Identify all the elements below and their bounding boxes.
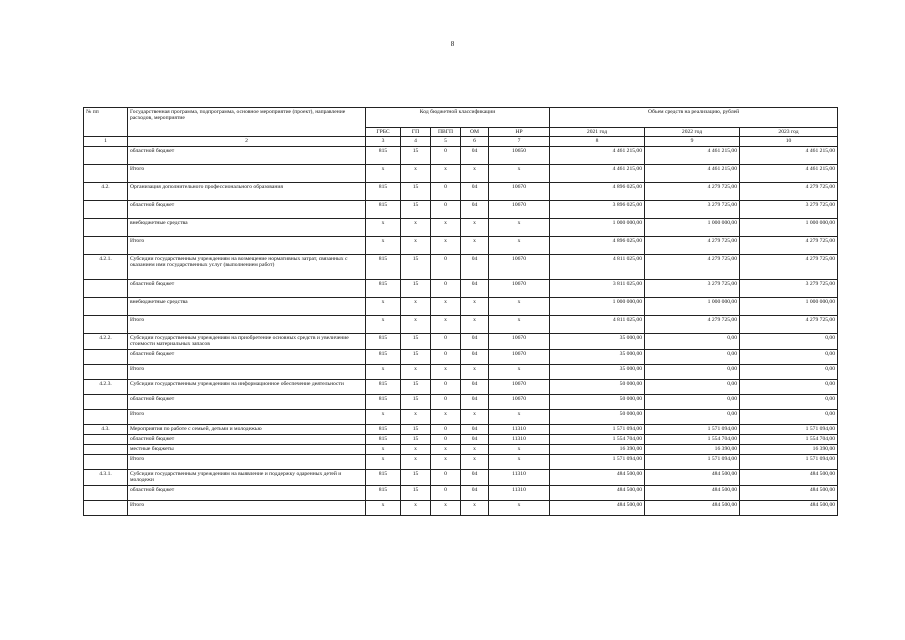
code-nr: х bbox=[489, 364, 550, 379]
code-om: 04 bbox=[461, 469, 489, 485]
amount-2021: 4 811 025,00 bbox=[550, 254, 645, 279]
amount-2022: 0,00 bbox=[645, 349, 740, 364]
amount-2022: 0,00 bbox=[645, 364, 740, 379]
code-om: х bbox=[461, 315, 489, 333]
row-number: 4.2.2. bbox=[84, 333, 128, 349]
amount-2021: 16 390,00 bbox=[550, 444, 645, 454]
amount-2022: 3 279 725,00 bbox=[645, 200, 740, 218]
amount-2021: 3 896 025,00 bbox=[550, 200, 645, 218]
code-nr: 11310 bbox=[489, 485, 550, 500]
row-name: Субсидии государственным учреждениям на выявление и поддержку одаренных детей и молодежи bbox=[128, 469, 366, 485]
code-grbs: 815 bbox=[366, 379, 401, 394]
amount-2021: 50 000,00 bbox=[550, 409, 645, 424]
amount-2023: 4 279 725,00 bbox=[740, 254, 838, 279]
code-pvgp: 0 bbox=[431, 279, 461, 297]
table-row bbox=[84, 364, 838, 379]
code-gp: 15 bbox=[401, 394, 431, 409]
table-row bbox=[84, 297, 838, 315]
code-pvgp: х bbox=[431, 218, 461, 236]
row-number: 4.2.1. bbox=[84, 254, 128, 279]
code-om: 04 bbox=[461, 200, 489, 218]
amount-2022: 1 000 000,00 bbox=[645, 218, 740, 236]
amount-2022: 0,00 bbox=[645, 333, 740, 349]
code-om: х bbox=[461, 164, 489, 182]
amount-2023: 3 279 725,00 bbox=[740, 279, 838, 297]
amount-2021: 4 896 025,00 bbox=[550, 182, 645, 200]
header-num: № пп bbox=[84, 108, 128, 137]
amount-2021: 4 896 025,00 bbox=[550, 236, 645, 254]
amount-2023: 1 571 094,00 bbox=[740, 454, 838, 469]
table-row bbox=[84, 349, 838, 364]
code-nr: 11310 bbox=[489, 469, 550, 485]
code-pvgp: 0 bbox=[431, 349, 461, 364]
row-name: областной бюджет bbox=[128, 349, 366, 364]
code-pvgp: х bbox=[431, 315, 461, 333]
code-pvgp: х bbox=[431, 297, 461, 315]
amount-2022: 4 279 725,00 bbox=[645, 315, 740, 333]
code-gp: х bbox=[401, 236, 431, 254]
code-gp: 15 bbox=[401, 200, 431, 218]
code-nr: 10670 bbox=[489, 200, 550, 218]
header-year-2023: 2023 год bbox=[740, 128, 838, 137]
header-index: 5 bbox=[431, 137, 461, 146]
code-gp: 15 bbox=[401, 424, 431, 434]
code-pvgp: х bbox=[431, 236, 461, 254]
code-pvgp: х bbox=[431, 164, 461, 182]
amount-2022: 1 571 094,00 bbox=[645, 424, 740, 434]
table-row bbox=[84, 146, 838, 164]
row-number bbox=[84, 200, 128, 218]
code-grbs: х bbox=[366, 164, 401, 182]
code-pvgp: 0 bbox=[431, 200, 461, 218]
code-pvgp: х bbox=[431, 444, 461, 454]
code-grbs: 815 bbox=[366, 349, 401, 364]
code-nr: 10670 bbox=[489, 394, 550, 409]
code-gp: 15 bbox=[401, 485, 431, 500]
code-gp: 15 bbox=[401, 379, 431, 394]
table-row bbox=[84, 434, 838, 444]
code-om: 04 bbox=[461, 485, 489, 500]
header-volume: Объем средств на реализацию, рублей bbox=[550, 108, 838, 128]
table-row bbox=[84, 164, 838, 182]
amount-2021: 484 500,00 bbox=[550, 469, 645, 485]
code-om: 04 bbox=[461, 254, 489, 279]
amount-2023: 4 461 215,00 bbox=[740, 164, 838, 182]
amount-2021: 4 461 215,00 bbox=[550, 146, 645, 164]
amount-2023: 0,00 bbox=[740, 349, 838, 364]
table-row bbox=[84, 469, 838, 485]
amount-2023: 0,00 bbox=[740, 379, 838, 394]
header-name: Государственная программа, подпрограмма, основное мероприятие (проект), направление расходов, мероприятие bbox=[128, 108, 366, 137]
amount-2021: 4 461 215,00 bbox=[550, 164, 645, 182]
amount-2021: 50 000,00 bbox=[550, 379, 645, 394]
table-row bbox=[84, 218, 838, 236]
row-number bbox=[84, 279, 128, 297]
table-row bbox=[84, 254, 838, 279]
code-grbs: х bbox=[366, 297, 401, 315]
code-om: х bbox=[461, 444, 489, 454]
code-nr: х bbox=[489, 444, 550, 454]
code-om: 04 bbox=[461, 434, 489, 444]
amount-2023: 1 571 094,00 bbox=[740, 424, 838, 434]
code-pvgp: 0 bbox=[431, 469, 461, 485]
code-om: х bbox=[461, 500, 489, 515]
amount-2023: 484 500,00 bbox=[740, 500, 838, 515]
code-gp: х bbox=[401, 297, 431, 315]
code-om: 04 bbox=[461, 146, 489, 164]
row-name: Итого bbox=[128, 236, 366, 254]
table-row bbox=[84, 500, 838, 515]
amount-2021: 1 571 094,00 bbox=[550, 424, 645, 434]
code-om: 04 bbox=[461, 349, 489, 364]
amount-2022: 4 461 215,00 bbox=[645, 146, 740, 164]
row-name: внебюджетные средства bbox=[128, 218, 366, 236]
code-pvgp: 0 bbox=[431, 434, 461, 444]
header-grbs: ГРБС bbox=[366, 128, 401, 137]
row-number bbox=[84, 315, 128, 333]
amount-2021: 35 000,00 bbox=[550, 333, 645, 349]
amount-2022: 4 279 725,00 bbox=[645, 182, 740, 200]
row-number bbox=[84, 409, 128, 424]
header-year-2022: 2022 год bbox=[645, 128, 740, 137]
code-gp: х bbox=[401, 364, 431, 379]
amount-2023: 1 000 000,00 bbox=[740, 218, 838, 236]
code-pvgp: х bbox=[431, 364, 461, 379]
amount-2022: 484 500,00 bbox=[645, 469, 740, 485]
amount-2022: 484 500,00 bbox=[645, 500, 740, 515]
row-number bbox=[84, 364, 128, 379]
row-name: Субсидии государственным учреждениям на возмещение нормативных затрат, связанных с оказанием ими государственных услуг (выполнением работ) bbox=[128, 254, 366, 279]
header-index: 7 bbox=[489, 137, 550, 146]
code-nr: х bbox=[489, 500, 550, 515]
code-gp: х bbox=[401, 444, 431, 454]
amount-2023: 1 000 000,00 bbox=[740, 297, 838, 315]
code-om: 04 bbox=[461, 424, 489, 434]
code-pvgp: х bbox=[431, 500, 461, 515]
amount-2021: 1 571 094,00 bbox=[550, 454, 645, 469]
table-row bbox=[84, 333, 838, 349]
row-number bbox=[84, 444, 128, 454]
code-nr: 10670 bbox=[489, 182, 550, 200]
code-grbs: х bbox=[366, 500, 401, 515]
amount-2021: 484 500,00 bbox=[550, 485, 645, 500]
code-pvgp: 0 bbox=[431, 379, 461, 394]
code-gp: 15 bbox=[401, 469, 431, 485]
code-nr: х bbox=[489, 236, 550, 254]
row-number bbox=[84, 164, 128, 182]
row-name: областной бюджет bbox=[128, 485, 366, 500]
code-pvgp: х bbox=[431, 409, 461, 424]
amount-2023: 0,00 bbox=[740, 409, 838, 424]
table-row bbox=[84, 454, 838, 469]
amount-2021: 50 000,00 bbox=[550, 394, 645, 409]
amount-2021: 4 811 025,00 bbox=[550, 315, 645, 333]
table-row bbox=[84, 182, 838, 200]
row-name: областной бюджет bbox=[128, 394, 366, 409]
row-name: Субсидии государственным учреждениям на информационное обеспечение деятельности bbox=[128, 379, 366, 394]
code-pvgp: 0 bbox=[431, 333, 461, 349]
amount-2022: 1 571 094,00 bbox=[645, 454, 740, 469]
amount-2022: 0,00 bbox=[645, 394, 740, 409]
row-number bbox=[84, 394, 128, 409]
code-om: х bbox=[461, 364, 489, 379]
row-name: областной бюджет bbox=[128, 146, 366, 164]
code-nr: х bbox=[489, 218, 550, 236]
code-grbs: х bbox=[366, 315, 401, 333]
amount-2023: 0,00 bbox=[740, 333, 838, 349]
code-om: 04 bbox=[461, 379, 489, 394]
row-number bbox=[84, 485, 128, 500]
amount-2023: 3 279 725,00 bbox=[740, 200, 838, 218]
table-row bbox=[84, 236, 838, 254]
header-index: 3 bbox=[366, 137, 401, 146]
row-name: областной бюджет bbox=[128, 279, 366, 297]
row-name: Итого bbox=[128, 409, 366, 424]
code-nr: 10650 bbox=[489, 146, 550, 164]
header-code: Код бюджетной классификации bbox=[366, 108, 550, 128]
header-om: ОМ bbox=[461, 128, 489, 137]
amount-2023: 16 390,00 bbox=[740, 444, 838, 454]
table-row bbox=[84, 485, 838, 500]
code-om: 04 bbox=[461, 279, 489, 297]
code-gp: 15 bbox=[401, 434, 431, 444]
row-number bbox=[84, 349, 128, 364]
code-grbs: 815 bbox=[366, 333, 401, 349]
header-index: 9 bbox=[645, 137, 740, 146]
table-row bbox=[84, 315, 838, 333]
header-index: 4 bbox=[401, 137, 431, 146]
header-index: 8 bbox=[550, 137, 645, 146]
row-name: Итого bbox=[128, 164, 366, 182]
code-pvgp: 0 bbox=[431, 254, 461, 279]
table-row bbox=[84, 200, 838, 218]
table-row bbox=[84, 379, 838, 394]
amount-2022: 1 554 704,00 bbox=[645, 434, 740, 444]
code-grbs: 815 bbox=[366, 182, 401, 200]
amount-2021: 35 000,00 bbox=[550, 349, 645, 364]
code-om: х bbox=[461, 218, 489, 236]
code-grbs: 815 bbox=[366, 394, 401, 409]
code-gp: х bbox=[401, 454, 431, 469]
code-gp: х bbox=[401, 164, 431, 182]
table-row bbox=[84, 424, 838, 434]
row-number bbox=[84, 236, 128, 254]
amount-2023: 0,00 bbox=[740, 364, 838, 379]
code-pvgp: 0 bbox=[431, 146, 461, 164]
row-name: Организация дополнительного профессионального образования bbox=[128, 182, 366, 200]
code-grbs: 815 bbox=[366, 254, 401, 279]
code-nr: х bbox=[489, 409, 550, 424]
row-name: Итого bbox=[128, 364, 366, 379]
code-pvgp: 0 bbox=[431, 424, 461, 434]
row-number: 4.2.3. bbox=[84, 379, 128, 394]
amount-2022: 0,00 bbox=[645, 409, 740, 424]
code-pvgp: 0 bbox=[431, 485, 461, 500]
header-index: 2 bbox=[128, 137, 366, 146]
row-name: Мероприятия по работе с семьей, детьми и молодежью bbox=[128, 424, 366, 434]
code-gp: 15 bbox=[401, 279, 431, 297]
code-nr: 10670 bbox=[489, 279, 550, 297]
row-name: местные бюджеты bbox=[128, 444, 366, 454]
header-nr: НР bbox=[489, 128, 550, 137]
row-name: Итого bbox=[128, 315, 366, 333]
code-grbs: 815 bbox=[366, 485, 401, 500]
code-nr: 10670 bbox=[489, 254, 550, 279]
code-grbs: 815 bbox=[366, 200, 401, 218]
code-gp: х bbox=[401, 315, 431, 333]
row-name: Итого bbox=[128, 454, 366, 469]
amount-2022: 484 500,00 bbox=[645, 485, 740, 500]
row-number bbox=[84, 218, 128, 236]
code-grbs: х bbox=[366, 454, 401, 469]
table-row bbox=[84, 279, 838, 297]
amount-2023: 484 500,00 bbox=[740, 469, 838, 485]
code-gp: 15 bbox=[401, 254, 431, 279]
code-gp: 15 bbox=[401, 349, 431, 364]
amount-2021: 484 500,00 bbox=[550, 500, 645, 515]
code-nr: 11310 bbox=[489, 424, 550, 434]
code-grbs: 815 bbox=[366, 434, 401, 444]
code-om: х bbox=[461, 297, 489, 315]
code-grbs: х bbox=[366, 364, 401, 379]
code-gp: 15 bbox=[401, 333, 431, 349]
row-name: Субсидии государственным учреждениям на приобретение основных средств и увеличение стоимости материальных запасов bbox=[128, 333, 366, 349]
amount-2021: 1 554 704,00 bbox=[550, 434, 645, 444]
header-index: 1 bbox=[84, 137, 128, 146]
amount-2023: 0,00 bbox=[740, 394, 838, 409]
amount-2022: 16 390,00 bbox=[645, 444, 740, 454]
row-number: 4.2. bbox=[84, 182, 128, 200]
amount-2022: 4 279 725,00 bbox=[645, 254, 740, 279]
row-number: 4.3.1. bbox=[84, 469, 128, 485]
row-number: 4.3. bbox=[84, 424, 128, 434]
code-nr: 10670 bbox=[489, 349, 550, 364]
header-year-2021: 2021 год bbox=[550, 128, 645, 137]
code-gp: х bbox=[401, 500, 431, 515]
code-om: х bbox=[461, 236, 489, 254]
row-number bbox=[84, 146, 128, 164]
amount-2021: 3 811 025,00 bbox=[550, 279, 645, 297]
code-nr: х bbox=[489, 297, 550, 315]
header-gp: ГП bbox=[401, 128, 431, 137]
code-om: х bbox=[461, 454, 489, 469]
amount-2022: 3 279 725,00 bbox=[645, 279, 740, 297]
code-pvgp: х bbox=[431, 454, 461, 469]
amount-2022: 1 000 000,00 bbox=[645, 297, 740, 315]
row-name: Итого bbox=[128, 500, 366, 515]
code-nr: 10670 bbox=[489, 333, 550, 349]
code-pvgp: 0 bbox=[431, 182, 461, 200]
row-name: внебюджетные средства bbox=[128, 297, 366, 315]
row-name: областной бюджет bbox=[128, 434, 366, 444]
row-name: областной бюджет bbox=[128, 200, 366, 218]
amount-2022: 4 279 725,00 bbox=[645, 236, 740, 254]
header-index: 6 bbox=[461, 137, 489, 146]
amount-2022: 4 461 215,00 bbox=[645, 164, 740, 182]
code-grbs: х bbox=[366, 218, 401, 236]
code-om: 04 bbox=[461, 182, 489, 200]
code-gp: 15 bbox=[401, 182, 431, 200]
code-grbs: 815 bbox=[366, 279, 401, 297]
code-grbs: х bbox=[366, 409, 401, 424]
code-om: 04 bbox=[461, 394, 489, 409]
budget-table bbox=[83, 107, 838, 516]
code-nr: х bbox=[489, 164, 550, 182]
amount-2021: 1 000 000,00 bbox=[550, 218, 645, 236]
code-nr: 10670 bbox=[489, 379, 550, 394]
code-grbs: х bbox=[366, 444, 401, 454]
code-grbs: х bbox=[366, 236, 401, 254]
code-gp: 15 bbox=[401, 146, 431, 164]
amount-2023: 484 500,00 bbox=[740, 485, 838, 500]
header-pvgp: ПВГП bbox=[431, 128, 461, 137]
amount-2021: 35 000,00 bbox=[550, 364, 645, 379]
amount-2022: 0,00 bbox=[645, 379, 740, 394]
code-om: х bbox=[461, 409, 489, 424]
code-gp: х bbox=[401, 218, 431, 236]
code-nr: х bbox=[489, 315, 550, 333]
code-gp: х bbox=[401, 409, 431, 424]
code-grbs: 815 bbox=[366, 469, 401, 485]
code-nr: х bbox=[489, 454, 550, 469]
amount-2023: 1 554 704,00 bbox=[740, 434, 838, 444]
code-pvgp: 0 bbox=[431, 394, 461, 409]
row-number bbox=[84, 500, 128, 515]
table-row bbox=[84, 409, 838, 424]
amount-2023: 4 279 725,00 bbox=[740, 182, 838, 200]
row-number bbox=[84, 297, 128, 315]
amount-2023: 4 279 725,00 bbox=[740, 236, 838, 254]
code-nr: 11310 bbox=[489, 434, 550, 444]
row-number bbox=[84, 454, 128, 469]
table-row bbox=[84, 394, 838, 409]
amount-2021: 1 000 000,00 bbox=[550, 297, 645, 315]
table-row bbox=[84, 444, 838, 454]
code-grbs: 815 bbox=[366, 146, 401, 164]
code-grbs: 815 bbox=[366, 424, 401, 434]
amount-2023: 4 461 215,00 bbox=[740, 146, 838, 164]
page-number: 8 bbox=[450, 40, 455, 48]
code-om: 04 bbox=[461, 333, 489, 349]
amount-2023: 4 279 725,00 bbox=[740, 315, 838, 333]
row-number bbox=[84, 434, 128, 444]
header-index: 10 bbox=[740, 137, 838, 146]
